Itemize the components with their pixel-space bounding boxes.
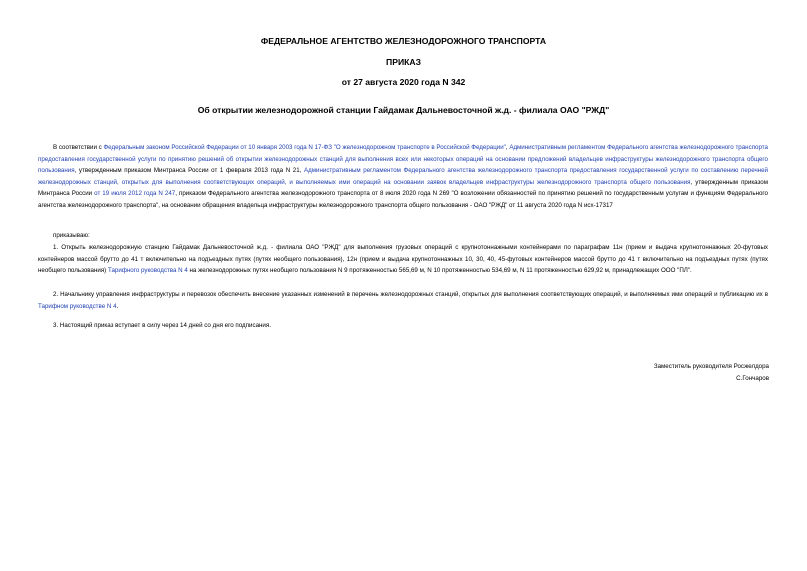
basis-text-2: , (505, 144, 510, 151)
basis-paragraph (38, 142, 768, 211)
document-date-number: от 27 августа 2020 года N 342 (341, 77, 466, 87)
item2-text-1: 2. Начальнику управления инфраструктуры и перевозок обеспечить внесение указанных изменений в перечень железнодорожных станций, открытых для выполнения соответствующих операций, и выполняемых ими операций и публикацию их в (53, 291, 768, 298)
signatory-name: С.Гончаров (736, 374, 769, 382)
federal-law-link[interactable]: Федеральным законом Российской Федерации от 10 января 2003 года N 17-ФЗ "О железнодорожном транспорте в Российской Федерации" (103, 144, 506, 151)
signatory-position: Заместитель руководителя Росжелдора (653, 363, 769, 370)
order-item-2 (38, 289, 768, 312)
document-type: ПРИКАЗ (386, 57, 421, 67)
order-item-1 (38, 242, 768, 277)
item1-text-1: 1. Открыть железнодорожную станцию Гайдамак Дальневосточной ж.д. - филиала ОАО "РЖД" для выполнения грузовых операций с крупнотоннажными контейнерами по параграфам 11н (прием и выдача крупнотоннажных 20-футовых контейнеров массой брутто до 41 т включительно на подъездных путях (путях необщего пользования), 12н (прием и выдача крупнотоннажных 10, 30, 40, 45-футовых контейнеров массой брутто до 41 т включительно на подъездных путях (путях необщего пользования) (38, 244, 768, 274)
document-title: Об открытии железнодорожной станции Гайдамак Дальневосточной ж.д. - филиала ОАО "РЖД" (197, 105, 610, 115)
basis-text-1: В соответствии с (53, 144, 104, 151)
order-247-link[interactable]: от 19 июля 2012 года N 247 (94, 190, 176, 197)
item3-text-1: 3. Настоящий приказ вступает в силу через 14 дней со дня его подписания. (53, 322, 271, 329)
admin-regulation-opening-link[interactable]: Административным регламентом Федерального агентства железнодорожного транспорта предоставления государственной услуги по принятию решений об открытии железнодорожных станций для выполнения всех или некоторых операций на основании предложений владельцев инфраструктуры железнодорожного транспорта общего пользования (38, 144, 768, 174)
admin-regulation-lists-link[interactable]: Административным регламентом Федерального агентства железнодорожного транспорта предоставления государственной услуги по составлению перечней железнодорожных станций, открытых для выполнения соответствующих операций, и выполняемых ими операций на основании заявок владельцев инфраструктуры железнодорожного транспорта общего пользования (38, 167, 768, 186)
item2-text-2: . (116, 302, 119, 310)
item1-text-2: на железнодорожных путях необщего пользования N 9 протяженностью 565,69 м, N 10 протяженностью 534,69 м, N 11 протяженностью 629,92 м, принадлежащих ООО "ПЛ". (187, 267, 692, 274)
basis-text-5: , приказом Федерального агентства железнодорожного транспорта от 8 июля 2020 года N 269 "О возложении обязанностей по принятию решений по государственным услугам и функциям Федерального агентства железнодорожного транспорта", на основании обращения владельца инфраструктуры железнодорожного транспорта общего пользования - ОАО "РЖД" от 11 августа 2020 года N исх-17317 (38, 190, 768, 209)
tariff-guide-link[interactable]: Тарифного руководства N 4 (107, 267, 188, 274)
basis-text-3: , утвержденным приказом Минтранса России от 1 февраля 2013 года N 21, (74, 167, 304, 174)
basis-text-4: , утвержденным приказом Минтранса России (38, 178, 768, 197)
tariff-guide-publication-link[interactable]: Тарифном руководстве N 4 (38, 302, 117, 310)
signature-block (654, 361, 769, 384)
order-item-3 (38, 320, 768, 332)
order-word: приказываю: (53, 232, 90, 239)
agency-name: ФЕДЕРАЛЬНОЕ АГЕНТСТВО ЖЕЛЕЗНОДОРОЖНОГО ТРАНСПОРТА (260, 36, 547, 46)
